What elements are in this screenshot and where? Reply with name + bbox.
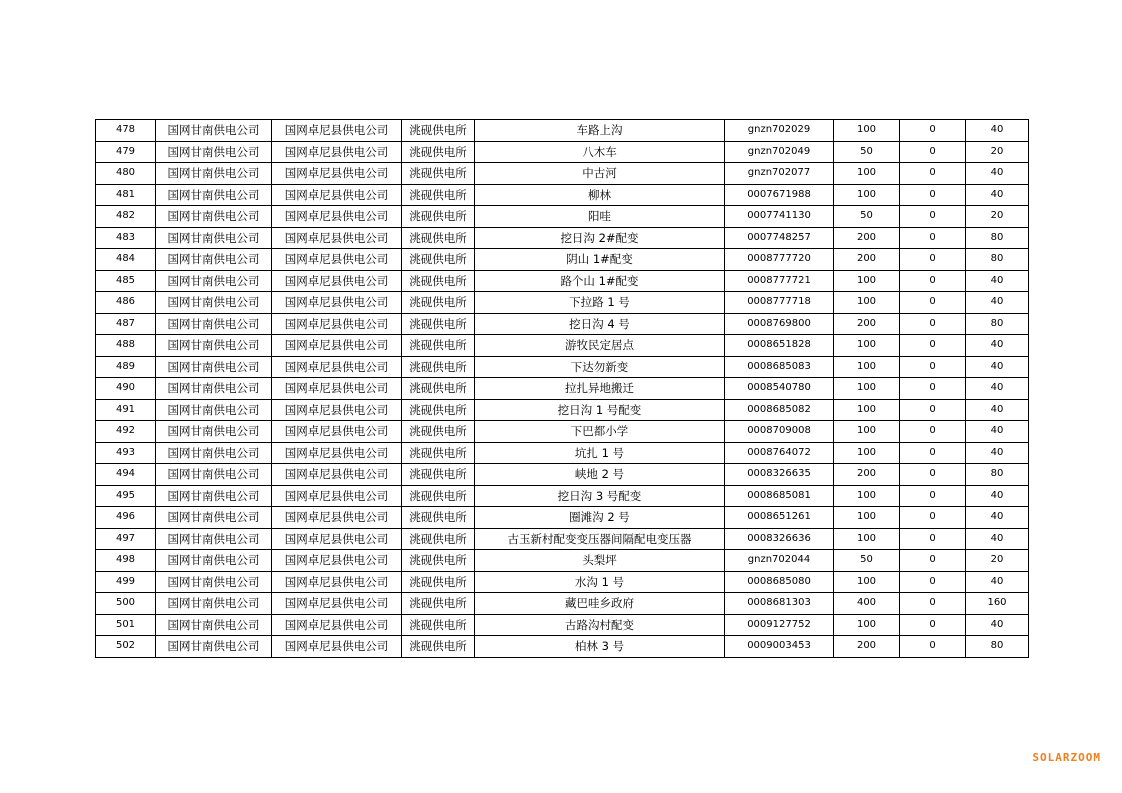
value-cell: 40 <box>966 335 1029 357</box>
transformer-name-cell: 八木车 <box>475 141 725 163</box>
zero-cell: 0 <box>900 399 966 421</box>
table-row <box>96 227 1029 249</box>
transformer-name-cell: 挖日沟 4 号 <box>475 313 725 335</box>
capacity-cell: 100 <box>834 399 900 421</box>
table-row <box>96 335 1029 357</box>
capacity-cell: 100 <box>834 184 900 206</box>
transformer-name-cell: 下拉路 1 号 <box>475 292 725 314</box>
capacity-cell: 100 <box>834 442 900 464</box>
asset-code-cell: 0008685083 <box>725 356 834 378</box>
county-company-cell: 国网卓尼县供电公司 <box>272 270 402 292</box>
asset-code-cell: 0008777718 <box>725 292 834 314</box>
capacity-cell: 100 <box>834 485 900 507</box>
transformer-name-cell: 下巴都小学 <box>475 421 725 443</box>
station-cell: 洮砚供电所 <box>402 528 475 550</box>
row-number-cell: 485 <box>96 270 156 292</box>
asset-code-cell: gnzn702049 <box>725 141 834 163</box>
station-cell: 洮砚供电所 <box>402 636 475 658</box>
transformer-name-cell: 古玉新村配变变压器间隔配电变压器 <box>475 528 725 550</box>
station-cell: 洮砚供电所 <box>402 292 475 314</box>
table-row <box>96 356 1029 378</box>
value-cell: 40 <box>966 399 1029 421</box>
value-cell: 80 <box>966 464 1029 486</box>
asset-code-cell: gnzn702044 <box>725 550 834 572</box>
asset-code-cell: 0008769800 <box>725 313 834 335</box>
asset-code-cell: 0008540780 <box>725 378 834 400</box>
row-number-cell: 479 <box>96 141 156 163</box>
data-table <box>95 119 1029 658</box>
provincial-company-cell: 国网甘南供电公司 <box>156 464 272 486</box>
station-cell: 洮砚供电所 <box>402 141 475 163</box>
row-number-cell: 501 <box>96 614 156 636</box>
capacity-cell: 200 <box>834 464 900 486</box>
value-cell: 40 <box>966 442 1029 464</box>
row-number-cell: 500 <box>96 593 156 615</box>
table-row <box>96 550 1029 572</box>
county-company-cell: 国网卓尼县供电公司 <box>272 206 402 228</box>
zero-cell: 0 <box>900 313 966 335</box>
value-cell: 40 <box>966 421 1029 443</box>
provincial-company-cell: 国网甘南供电公司 <box>156 399 272 421</box>
county-company-cell: 国网卓尼县供电公司 <box>272 399 402 421</box>
row-number-cell: 487 <box>96 313 156 335</box>
row-number-cell: 481 <box>96 184 156 206</box>
station-cell: 洮砚供电所 <box>402 571 475 593</box>
zero-cell: 0 <box>900 636 966 658</box>
station-cell: 洮砚供电所 <box>402 163 475 185</box>
county-company-cell: 国网卓尼县供电公司 <box>272 163 402 185</box>
asset-code-cell: 0008685082 <box>725 399 834 421</box>
station-cell: 洮砚供电所 <box>402 120 475 142</box>
row-number-cell: 488 <box>96 335 156 357</box>
station-cell: 洮砚供电所 <box>402 507 475 529</box>
zero-cell: 0 <box>900 206 966 228</box>
asset-code-cell: 0008709008 <box>725 421 834 443</box>
zero-cell: 0 <box>900 442 966 464</box>
capacity-cell: 100 <box>834 270 900 292</box>
zero-cell: 0 <box>900 270 966 292</box>
provincial-company-cell: 国网甘南供电公司 <box>156 356 272 378</box>
transformer-name-cell: 柏林 3 号 <box>475 636 725 658</box>
transformer-name-cell: 挖日沟 1 号配变 <box>475 399 725 421</box>
provincial-company-cell: 国网甘南供电公司 <box>156 614 272 636</box>
station-cell: 洮砚供电所 <box>402 614 475 636</box>
transformer-name-cell: 拉扎异地搬迁 <box>475 378 725 400</box>
capacity-cell: 100 <box>834 421 900 443</box>
capacity-cell: 100 <box>834 378 900 400</box>
value-cell: 40 <box>966 184 1029 206</box>
row-number-cell: 490 <box>96 378 156 400</box>
zero-cell: 0 <box>900 593 966 615</box>
zero-cell: 0 <box>900 249 966 271</box>
provincial-company-cell: 国网甘南供电公司 <box>156 227 272 249</box>
station-cell: 洮砚供电所 <box>402 399 475 421</box>
value-cell: 40 <box>966 356 1029 378</box>
row-number-cell: 499 <box>96 571 156 593</box>
county-company-cell: 国网卓尼县供电公司 <box>272 464 402 486</box>
asset-code-cell: 0007748257 <box>725 227 834 249</box>
row-number-cell: 489 <box>96 356 156 378</box>
transformer-name-cell: 阳哇 <box>475 206 725 228</box>
county-company-cell: 国网卓尼县供电公司 <box>272 356 402 378</box>
row-number-cell: 482 <box>96 206 156 228</box>
station-cell: 洮砚供电所 <box>402 442 475 464</box>
asset-code-cell: 0008777720 <box>725 249 834 271</box>
provincial-company-cell: 国网甘南供电公司 <box>156 571 272 593</box>
capacity-cell: 100 <box>834 120 900 142</box>
asset-code-cell: 0009127752 <box>725 614 834 636</box>
county-company-cell: 国网卓尼县供电公司 <box>272 528 402 550</box>
station-cell: 洮砚供电所 <box>402 464 475 486</box>
transformer-name-cell: 坑扎 1 号 <box>475 442 725 464</box>
table-row <box>96 507 1029 529</box>
asset-code-cell: 0008651261 <box>725 507 834 529</box>
table-row <box>96 163 1029 185</box>
county-company-cell: 国网卓尼县供电公司 <box>272 227 402 249</box>
provincial-company-cell: 国网甘南供电公司 <box>156 184 272 206</box>
value-cell: 20 <box>966 206 1029 228</box>
county-company-cell: 国网卓尼县供电公司 <box>272 421 402 443</box>
asset-code-cell: 0008651828 <box>725 335 834 357</box>
asset-code-cell: 0008777721 <box>725 270 834 292</box>
station-cell: 洮砚供电所 <box>402 184 475 206</box>
row-number-cell: 494 <box>96 464 156 486</box>
value-cell: 80 <box>966 313 1029 335</box>
provincial-company-cell: 国网甘南供电公司 <box>156 141 272 163</box>
row-number-cell: 493 <box>96 442 156 464</box>
value-cell: 40 <box>966 163 1029 185</box>
asset-code-cell: 0008685080 <box>725 571 834 593</box>
provincial-company-cell: 国网甘南供电公司 <box>156 507 272 529</box>
value-cell: 40 <box>966 528 1029 550</box>
zero-cell: 0 <box>900 614 966 636</box>
provincial-company-cell: 国网甘南供电公司 <box>156 249 272 271</box>
row-number-cell: 492 <box>96 421 156 443</box>
zero-cell: 0 <box>900 120 966 142</box>
capacity-cell: 100 <box>834 528 900 550</box>
provincial-company-cell: 国网甘南供电公司 <box>156 485 272 507</box>
asset-code-cell: 0008764072 <box>725 442 834 464</box>
transformer-name-cell: 游牧民定居点 <box>475 335 725 357</box>
zero-cell: 0 <box>900 378 966 400</box>
zero-cell: 0 <box>900 141 966 163</box>
value-cell: 40 <box>966 614 1029 636</box>
value-cell: 40 <box>966 292 1029 314</box>
capacity-cell: 100 <box>834 507 900 529</box>
table-row <box>96 399 1029 421</box>
station-cell: 洮砚供电所 <box>402 550 475 572</box>
table-row <box>96 184 1029 206</box>
county-company-cell: 国网卓尼县供电公司 <box>272 485 402 507</box>
provincial-company-cell: 国网甘南供电公司 <box>156 421 272 443</box>
capacity-cell: 100 <box>834 571 900 593</box>
row-number-cell: 502 <box>96 636 156 658</box>
value-cell: 40 <box>966 378 1029 400</box>
county-company-cell: 国网卓尼县供电公司 <box>272 550 402 572</box>
provincial-company-cell: 国网甘南供电公司 <box>156 442 272 464</box>
transformer-name-cell: 藏巴哇乡政府 <box>475 593 725 615</box>
table-row <box>96 378 1029 400</box>
provincial-company-cell: 国网甘南供电公司 <box>156 163 272 185</box>
asset-code-cell: 0008326636 <box>725 528 834 550</box>
table-row <box>96 636 1029 658</box>
transformer-name-cell: 阴山 1#配变 <box>475 249 725 271</box>
solarzoom-watermark: SOLARZOOM <box>1032 751 1101 764</box>
transformer-name-cell: 柳林 <box>475 184 725 206</box>
asset-code-cell: 0007671988 <box>725 184 834 206</box>
capacity-cell: 200 <box>834 636 900 658</box>
county-company-cell: 国网卓尼县供电公司 <box>272 636 402 658</box>
row-number-cell: 483 <box>96 227 156 249</box>
value-cell: 40 <box>966 507 1029 529</box>
value-cell: 40 <box>966 485 1029 507</box>
county-company-cell: 国网卓尼县供电公司 <box>272 141 402 163</box>
provincial-company-cell: 国网甘南供电公司 <box>156 313 272 335</box>
station-cell: 洮砚供电所 <box>402 313 475 335</box>
zero-cell: 0 <box>900 335 966 357</box>
table-body <box>96 120 1029 658</box>
zero-cell: 0 <box>900 571 966 593</box>
row-number-cell: 480 <box>96 163 156 185</box>
provincial-company-cell: 国网甘南供电公司 <box>156 206 272 228</box>
table-row <box>96 206 1029 228</box>
table-row <box>96 614 1029 636</box>
transformer-name-cell: 路个山 1#配变 <box>475 270 725 292</box>
transformer-name-cell: 车路上沟 <box>475 120 725 142</box>
county-company-cell: 国网卓尼县供电公司 <box>272 120 402 142</box>
zero-cell: 0 <box>900 485 966 507</box>
county-company-cell: 国网卓尼县供电公司 <box>272 571 402 593</box>
value-cell: 40 <box>966 120 1029 142</box>
capacity-cell: 50 <box>834 550 900 572</box>
county-company-cell: 国网卓尼县供电公司 <box>272 313 402 335</box>
asset-code-cell: 0007741130 <box>725 206 834 228</box>
zero-cell: 0 <box>900 227 966 249</box>
value-cell: 160 <box>966 593 1029 615</box>
capacity-cell: 200 <box>834 313 900 335</box>
asset-code-cell: 0009003453 <box>725 636 834 658</box>
table-row <box>96 313 1029 335</box>
table-row <box>96 593 1029 615</box>
county-company-cell: 国网卓尼县供电公司 <box>272 184 402 206</box>
provincial-company-cell: 国网甘南供电公司 <box>156 550 272 572</box>
row-number-cell: 478 <box>96 120 156 142</box>
provincial-company-cell: 国网甘南供电公司 <box>156 292 272 314</box>
row-number-cell: 495 <box>96 485 156 507</box>
table-row <box>96 442 1029 464</box>
transformer-name-cell: 水沟 1 号 <box>475 571 725 593</box>
transformer-name-cell: 下达勿新变 <box>475 356 725 378</box>
county-company-cell: 国网卓尼县供电公司 <box>272 593 402 615</box>
station-cell: 洮砚供电所 <box>402 227 475 249</box>
zero-cell: 0 <box>900 528 966 550</box>
provincial-company-cell: 国网甘南供电公司 <box>156 335 272 357</box>
capacity-cell: 50 <box>834 206 900 228</box>
county-company-cell: 国网卓尼县供电公司 <box>272 378 402 400</box>
row-number-cell: 486 <box>96 292 156 314</box>
row-number-cell: 498 <box>96 550 156 572</box>
row-number-cell: 496 <box>96 507 156 529</box>
zero-cell: 0 <box>900 464 966 486</box>
table-row <box>96 464 1029 486</box>
row-number-cell: 484 <box>96 249 156 271</box>
station-cell: 洮砚供电所 <box>402 421 475 443</box>
provincial-company-cell: 国网甘南供电公司 <box>156 120 272 142</box>
transformer-name-cell: 古路沟村配变 <box>475 614 725 636</box>
table-row <box>96 270 1029 292</box>
station-cell: 洮砚供电所 <box>402 356 475 378</box>
transformer-name-cell: 峡地 2 号 <box>475 464 725 486</box>
value-cell: 80 <box>966 227 1029 249</box>
county-company-cell: 国网卓尼县供电公司 <box>272 507 402 529</box>
transformer-name-cell: 圈滩沟 2 号 <box>475 507 725 529</box>
county-company-cell: 国网卓尼县供电公司 <box>272 292 402 314</box>
station-cell: 洮砚供电所 <box>402 485 475 507</box>
row-number-cell: 491 <box>96 399 156 421</box>
station-cell: 洮砚供电所 <box>402 335 475 357</box>
value-cell: 20 <box>966 141 1029 163</box>
table-row <box>96 120 1029 142</box>
table-row <box>96 249 1029 271</box>
county-company-cell: 国网卓尼县供电公司 <box>272 442 402 464</box>
station-cell: 洮砚供电所 <box>402 249 475 271</box>
station-cell: 洮砚供电所 <box>402 593 475 615</box>
capacity-cell: 100 <box>834 163 900 185</box>
value-cell: 20 <box>966 550 1029 572</box>
table-row <box>96 485 1029 507</box>
capacity-cell: 50 <box>834 141 900 163</box>
value-cell: 40 <box>966 270 1029 292</box>
capacity-cell: 400 <box>834 593 900 615</box>
capacity-cell: 200 <box>834 249 900 271</box>
capacity-cell: 200 <box>834 227 900 249</box>
county-company-cell: 国网卓尼县供电公司 <box>272 614 402 636</box>
zero-cell: 0 <box>900 550 966 572</box>
transformer-name-cell: 挖日沟 2#配变 <box>475 227 725 249</box>
county-company-cell: 国网卓尼县供电公司 <box>272 249 402 271</box>
asset-code-cell: 0008685081 <box>725 485 834 507</box>
zero-cell: 0 <box>900 292 966 314</box>
table-row <box>96 292 1029 314</box>
table-row <box>96 528 1029 550</box>
provincial-company-cell: 国网甘南供电公司 <box>156 270 272 292</box>
asset-code-cell: 0008326635 <box>725 464 834 486</box>
value-cell: 40 <box>966 571 1029 593</box>
row-number-cell: 497 <box>96 528 156 550</box>
zero-cell: 0 <box>900 163 966 185</box>
zero-cell: 0 <box>900 507 966 529</box>
provincial-company-cell: 国网甘南供电公司 <box>156 528 272 550</box>
station-cell: 洮砚供电所 <box>402 378 475 400</box>
station-cell: 洮砚供电所 <box>402 206 475 228</box>
zero-cell: 0 <box>900 184 966 206</box>
asset-code-cell: gnzn702029 <box>725 120 834 142</box>
value-cell: 80 <box>966 249 1029 271</box>
capacity-cell: 100 <box>834 292 900 314</box>
table-row <box>96 571 1029 593</box>
value-cell: 80 <box>966 636 1029 658</box>
capacity-cell: 100 <box>834 614 900 636</box>
provincial-company-cell: 国网甘南供电公司 <box>156 636 272 658</box>
capacity-cell: 100 <box>834 356 900 378</box>
station-cell: 洮砚供电所 <box>402 270 475 292</box>
zero-cell: 0 <box>900 421 966 443</box>
transformer-name-cell: 挖日沟 3 号配变 <box>475 485 725 507</box>
provincial-company-cell: 国网甘南供电公司 <box>156 593 272 615</box>
asset-code-cell: 0008681303 <box>725 593 834 615</box>
asset-code-cell: gnzn702077 <box>725 163 834 185</box>
provincial-company-cell: 国网甘南供电公司 <box>156 378 272 400</box>
county-company-cell: 国网卓尼县供电公司 <box>272 335 402 357</box>
capacity-cell: 100 <box>834 335 900 357</box>
transformer-name-cell: 中古河 <box>475 163 725 185</box>
table-row <box>96 141 1029 163</box>
zero-cell: 0 <box>900 356 966 378</box>
transformer-name-cell: 头梨坪 <box>475 550 725 572</box>
table-row <box>96 421 1029 443</box>
